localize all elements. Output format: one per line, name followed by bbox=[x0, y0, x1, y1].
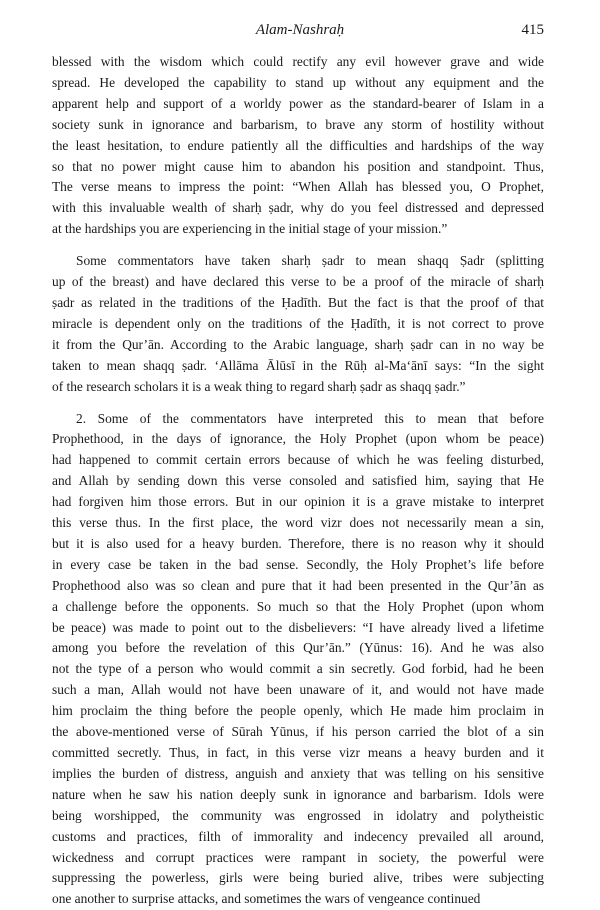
text-line: not the type of a person who would commit a sin secretly. God forbid, had he been bbox=[52, 659, 544, 680]
text-line: it from the Qur’ān. According to the Arabic language, sharḥ ṣadr can in no way be bbox=[52, 335, 544, 356]
text-line: the least hesitation, to endure patiently all the difficulties and hardships of the way bbox=[52, 136, 544, 157]
text-line: of the research scholars it is a weak thing to regard sharḥ ṣadr as shaqq ṣadr.” bbox=[52, 377, 544, 398]
text-line: miracle is dependent only on the traditions of the Ḥadīth, it is not correct to prove bbox=[52, 314, 544, 335]
text-line: and Allah by sending down this verse consoled and satisfied him, saying that He bbox=[52, 471, 544, 492]
text-line: implies the burden of distress, anguish and anxiety that was telling on his sensitive bbox=[52, 764, 544, 785]
page-number: 415 bbox=[522, 22, 545, 39]
text-line: such a man, Allah would not have been unaware of it, and would not have made bbox=[52, 680, 544, 701]
text-line: in every case be taken in the bad sense. Secondly, the Holy Prophet’s life before bbox=[52, 555, 544, 576]
text-line: with this invaluable wealth of sharḥ ṣadr, why do you feel distressed and depressed bbox=[52, 198, 544, 219]
text-line: this verse thus. In the first place, the word vizr does not necessarily mean a sin, bbox=[52, 513, 544, 534]
page-header bbox=[0, 22, 600, 42]
text-line: had happened to commit certain errors because of which he was feeling disturbed, bbox=[52, 450, 544, 471]
text-line: spread. He developed the capability to stand up without any equipment and the bbox=[52, 73, 544, 94]
text-line: society sunk in ignorance and barbarism, to brave any storm of hostility without bbox=[52, 115, 544, 136]
text-line: had forgiven him those errors. But in our opinion it is a grave mistake to interpret bbox=[52, 492, 544, 513]
text-line: Some commentators have taken sharḥ ṣadr to mean shaqq Ṣadr (splitting bbox=[52, 251, 544, 272]
text-line: Prophethood, in the days of ignorance, the Holy Prophet (upon whom be peace) bbox=[52, 429, 544, 450]
paragraph bbox=[52, 52, 544, 240]
text-line: 2. Some of the commentators have interpreted this to mean that before bbox=[52, 409, 544, 430]
text-line: wickedness and corrupt practices were rampant in society, the powerful were bbox=[52, 848, 544, 869]
text-line: The verse means to impress the point: “When Allah has blessed you, O Prophet, bbox=[52, 177, 544, 198]
text-line: so that no power might cause him to abandon his position and standpoint. Thus, bbox=[52, 157, 544, 178]
running-title: Alam-Nashraḥ bbox=[0, 22, 600, 39]
text-line: customs and practices, filth of immorality and indecency prevailed all around, bbox=[52, 827, 544, 848]
text-line: nature when he saw his nation deeply sunk in ignorance and barbarism. Idols were bbox=[52, 785, 544, 806]
text-line: ṣadr as related in the traditions of the Ḥadīth. But the fact is that the proof of that bbox=[52, 293, 544, 314]
text-line: Prophethood also was so clean and pure that it had been presented in the Qur’ān as bbox=[52, 576, 544, 597]
text-line: being worshipped, the community was engrossed in idolatry and polytheistic bbox=[52, 806, 544, 827]
text-line: at the hardships you are experiencing in the initial stage of your mission.” bbox=[52, 219, 544, 240]
text-line: the above-mentioned verse of Sūrah Yūnus, if his person carried the blot of a sin bbox=[52, 722, 544, 743]
text-line: up of the breast) and have declared this verse to be a proof of the miracle of sharḥ bbox=[52, 272, 544, 293]
text-line: among you before the revelation of this Qur’ān.” (Yūnus: 16). And he was also bbox=[52, 638, 544, 659]
text-line: suppressing the powerless, girls were being buried alive, tribes were subjecting bbox=[52, 868, 544, 889]
page-body bbox=[52, 52, 544, 910]
text-line: blessed with the wisdom which could rectify any evil however grave and wide bbox=[52, 52, 544, 73]
text-line: a challenge before the opponents. So much so that the Holy Prophet (upon whom bbox=[52, 597, 544, 618]
paragraph bbox=[52, 409, 544, 910]
text-line: him proclaim the thing before the people openly, which He made him proclaim in bbox=[52, 701, 544, 722]
text-line: but it is also used for a heavy burden. Therefore, there is no reason why it should bbox=[52, 534, 544, 555]
text-line: apparent help and support of a worldy power as the standard-bearer of Islam in a bbox=[52, 94, 544, 115]
text-line: taken to mean shaqq ṣadr. ‘Allāma Ālūsī in the Rūḥ al-Ma‘ānī says: “In the sight bbox=[52, 356, 544, 377]
text-line: be peace) was made to point out to the disbelievers: “I have already lived a lifetime bbox=[52, 618, 544, 639]
paragraph bbox=[52, 251, 544, 397]
text-line: committed secretly. Thus, in fact, in this verse vizr means a heavy burden and it bbox=[52, 743, 544, 764]
text-line: one another to surprise attacks, and sometimes the wars of vengeance continued bbox=[52, 889, 544, 910]
